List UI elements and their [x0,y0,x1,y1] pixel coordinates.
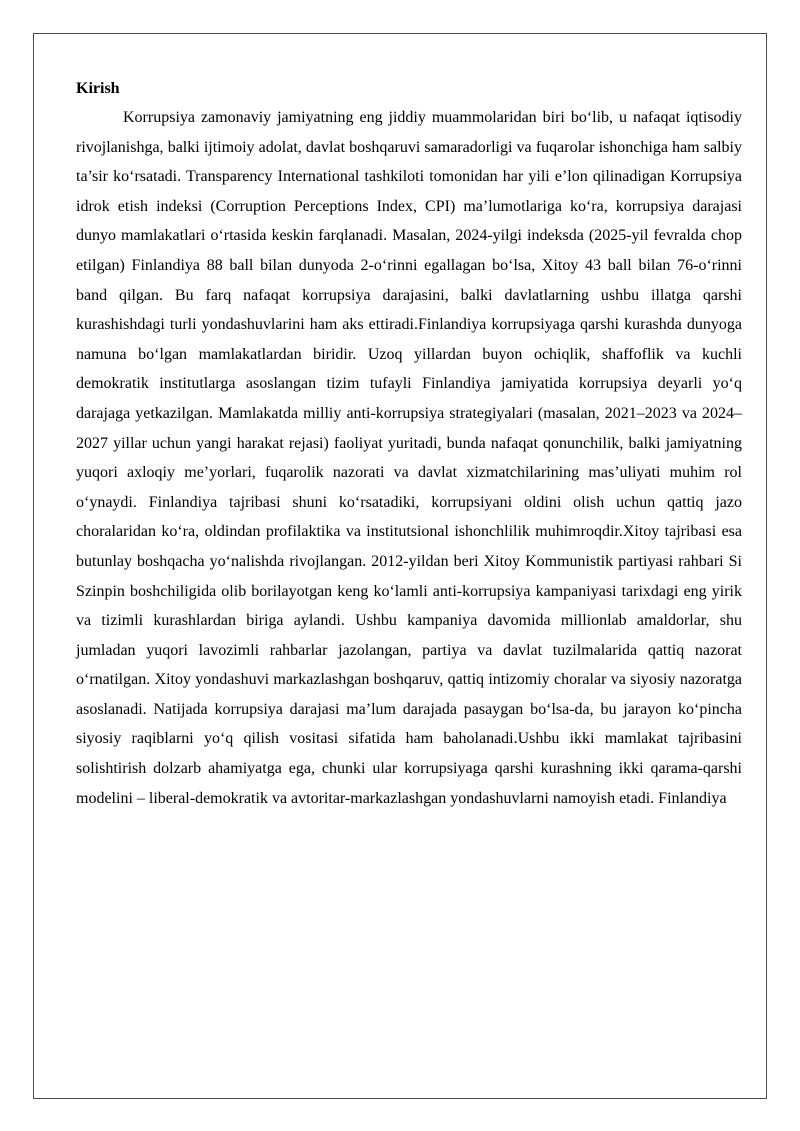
document-content [76,74,742,813]
body-paragraph: Korrupsiya zamonaviy jamiyatning eng jiddiy muammolaridan biri bo‘lib, u nafaqat iqtisodiy rivojlanishga, balki ijtimoiy adolat, davlat boshqaruvi samaradorligi va fuqarolar ishonchiga ham salbiy ta’sir ko‘rsatadi. Transparency International tashkiloti tomonidan har yili e’lon qilinadigan Korrupsiya idrok etish indeksi (Corruption Perceptions Index, CPI) ma’lumotlariga ko‘ra, korrupsiya darajasi dunyo mamlakatlari o‘rtasida keskin farqlanadi. Masalan, 2024-yilgi indeksda (2025-yil fevralda chop etilgan) Finlandiya 88 ball bilan dunyoda 2-o‘rinni egallagan bo‘lsa, Xitoy 43 ball bilan 76-o‘rinni band qilgan. Bu farq nafaqat korrupsiya darajasini, balki davlatlarning ushbu illatga qarshi kurashishdagi turli yondashuvlarini ham aks ettiradi.Finlandiya korrupsiyaga qarshi kurashda dunyoga namuna bo‘lgan mamlakatlardan biridir. Uzoq yillardan buyon ochiqlik, shaffoflik va kuchli demokratik institutlarga asoslangan tizim tufayli Finlandiya jamiyatida korrupsiya deyarli yo‘q darajaga yetkazilgan. Mamlakatda milliy anti-korrupsiya strategiyalari (masalan, 2021–2023 va 2024–2027 yillar uchun yangi harakat rejasi) faoliyat yuritadi, bunda nafaqat qonunchilik, balki jamiyatning yuqori axloqiy me’yorlari, fuqarolik nazorati va davlat xizmatchilarining mas’uliyati muhim rol o‘ynaydi. Finlandiya tajribasi shuni ko‘rsatadiki, korrupsiyani oldini olish uchun qattiq jazo choralaridan ko‘ra, oldindan profilaktika va institutsional ishonchlilik muhimroqdir.Xitoy tajribasi esa butunlay boshqacha yo‘nalishda rivojlangan. 2012-yildan beri Xitoy Kommunistik partiyasi rahbari Si Szinpin boshchiligida olib borilayotgan keng ko‘lamli anti-korrupsiya kampaniyasi tarixdagi eng yirik va tizimli kurashlardan biriga aylandi. Ushbu kampaniya davomida millionlab amaldorlar, shu jumladan yuqori lavozimli rahbarlar jazolangan, partiya va davlat tuzilmalarida qattiq nazorat o‘rnatilgan. Xitoy yondashuvi markazlashgan boshqaruv, qattiq intizomiy choralar va siyosiy nazoratga asoslanadi. Natijada korrupsiya darajasi ma’lum darajada pasaygan bo‘lsa-da, bu jarayon ko‘pincha siyosiy raqiblarni yo‘q qilish vositasi sifatida ham baholanadi.Ushbu ikki mamlakat tajribasini solishtirish dolzarb ahamiyatga ega, chunki ular korrupsiyaga qarshi kurashning ikki qarama-qarshi modelini – liberal-demokratik va avtoritar-markazlashgan yondashuvlarni namoyish etadi. Finlandiya [76,109,742,807]
section-heading: Kirish [76,80,120,97]
